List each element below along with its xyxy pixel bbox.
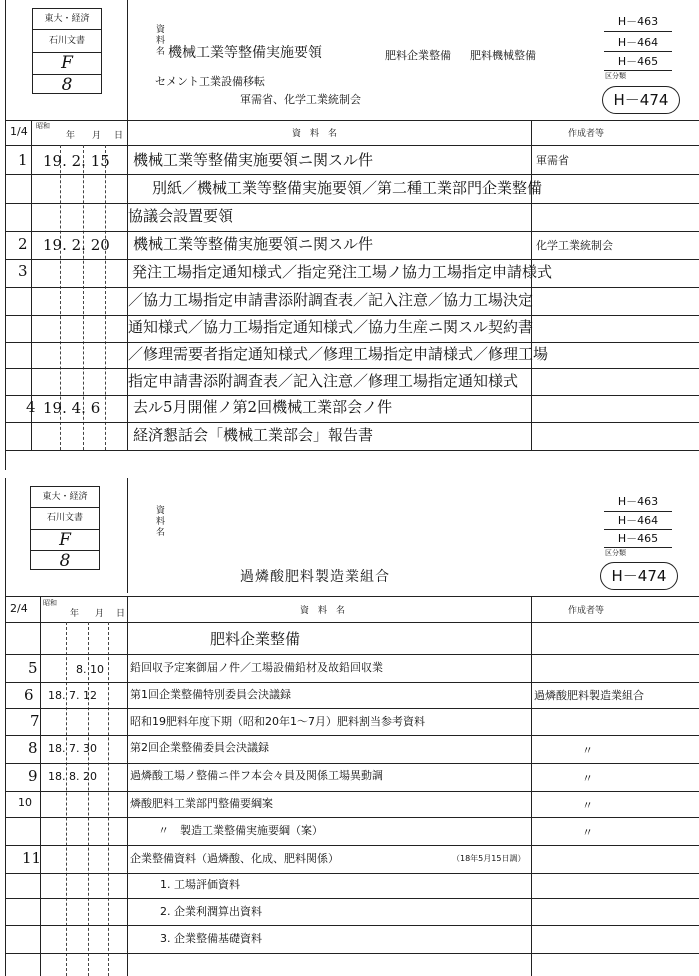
row-author: 〃	[582, 744, 593, 757]
row-title: 1. 工場評価資料	[160, 878, 240, 891]
row-author: 〃	[582, 826, 593, 839]
header-label-1: 資	[156, 25, 166, 35]
row-title: 〃 製造工業整備実施要綱（案）	[158, 824, 323, 837]
row-date: 18. 7. 12	[48, 689, 97, 702]
code-label: 区分類	[605, 549, 626, 557]
row-title: 昭和19肥料年度下期（昭和20年1〜7月）肥料割当参考資料	[130, 715, 425, 728]
row-title: 肥料企業整備	[210, 630, 301, 648]
row-date: 19. 2. 15	[43, 152, 110, 170]
code-1: H－463	[617, 15, 659, 28]
top-title-line3: 軍需省、化学工業統制会	[240, 93, 361, 106]
col-title: 資 料 名	[292, 129, 338, 139]
header-label-2: 料	[156, 36, 166, 46]
row-author: 軍需省	[536, 154, 569, 167]
stamp-line1: 東大・経済	[42, 492, 88, 502]
col-author: 作成者等	[568, 606, 605, 616]
row-title: 3. 企業整備基礎資料	[160, 932, 262, 945]
bottom-card-header-divider	[127, 478, 128, 593]
top-title-line1: 機械工業等整備実施要領	[168, 45, 322, 61]
row-title: 過燐酸工場ノ整備ニ伴フ本会々員及関係工場異動調	[130, 769, 383, 782]
row-title: ／修理需要者指定通知様式／修理工場指定申請様式／修理工場	[128, 345, 549, 363]
bottom-stamp	[30, 486, 100, 570]
row-title: 燐酸肥料工業部門整備要綱案	[130, 797, 273, 810]
row-date: 19. 4. 6	[43, 399, 101, 417]
row-title: 指定申請書添附調査表／記入注意／修理工場指定通知様式	[128, 372, 519, 390]
header-label-3: 名	[156, 528, 166, 538]
row-title: 鉛回収予定案御届ノ件／工場設備鉛材及故鉛回収業	[130, 661, 383, 674]
classification-value: H－474	[611, 567, 667, 585]
row-author: 化学工業統制会	[536, 239, 613, 252]
classification-value: H－474	[613, 91, 669, 109]
stamp-line1: 東大・経済	[44, 14, 90, 24]
row-date: 8. 10	[76, 663, 104, 676]
top-title-extra2: 肥料機械整備	[470, 49, 536, 62]
col-date-b: 年	[70, 609, 80, 619]
stamp-letter: F	[61, 53, 73, 73]
row-date: 18. 8. 20	[48, 770, 97, 783]
bottom-card-left-border	[5, 478, 6, 976]
col-title: 資 料 名	[300, 606, 346, 616]
top-title-line2: セメント工業設備移転	[155, 75, 265, 88]
row-title: 第1回企業整備特別委員会決議録	[130, 688, 291, 701]
col-date-c: 月	[95, 609, 105, 619]
row-title: 経済懇話会「機械工業部会」報告書	[133, 426, 374, 444]
stamp-line2: 石川文書	[46, 513, 83, 523]
header-label-1: 資	[156, 506, 166, 516]
top-title-extra1: 肥料企業整備	[385, 49, 451, 62]
col-date-d: 日	[114, 131, 124, 141]
classification-oval	[602, 86, 680, 114]
classification-oval	[600, 562, 678, 590]
row-title: 機械工業等整備実施要領ニ関スル件	[133, 235, 374, 253]
code-1: H－463	[617, 495, 659, 508]
code-label: 区分類	[605, 72, 626, 80]
col-author: 作成者等	[568, 129, 605, 139]
stamp-number: 8	[61, 75, 73, 95]
col-date-d: 日	[116, 609, 126, 619]
top-card-header-divider	[127, 0, 128, 120]
page-indicator: 1/4	[10, 125, 28, 138]
row-number: 11	[22, 849, 42, 867]
row-author: 〃	[582, 799, 593, 812]
page-indicator: 2/4	[10, 602, 28, 615]
stamp-letter: F	[59, 530, 71, 550]
row-date: 19. 2. 20	[43, 236, 110, 254]
row-number: 5	[28, 659, 38, 677]
row-title: 去ル5月開催ノ第2回機械工業部会ノ件	[133, 398, 393, 416]
col-date-b: 年	[66, 131, 76, 141]
col-date-a: 昭和	[36, 122, 50, 130]
row-number: 6	[24, 686, 34, 704]
row-author: 〃	[582, 772, 593, 785]
row-number: 2	[18, 235, 28, 253]
header-label-2: 料	[156, 517, 166, 527]
row-title: 協議会設置要領	[128, 207, 234, 225]
code-3: H－465	[617, 55, 659, 68]
code-3: H－465	[617, 532, 659, 545]
top-card-left-border	[5, 0, 6, 470]
row-title: 通知様式／協力工場指定通知様式／協力生産ニ関スル契約書	[128, 318, 534, 336]
row-number: 1	[18, 151, 28, 169]
row-number: 8	[28, 739, 38, 757]
row-title: 発注工場指定通知様式／指定発注工場ノ協力工場指定申請様式	[132, 263, 553, 281]
row-number: 4	[26, 398, 36, 416]
stamp-line2: 石川文書	[48, 36, 85, 46]
top-stamp	[32, 8, 102, 94]
row-number: 9	[28, 767, 38, 785]
row-number: 10	[18, 796, 32, 809]
row-date: 18. 7. 30	[48, 742, 97, 755]
col-date-c: 月	[92, 131, 102, 141]
code-2: H－464	[617, 514, 659, 527]
row-title: 企業整備資料（過燐酸、化成、肥料関係）	[130, 852, 339, 865]
row-author: 過燐酸肥料製造業組合	[534, 689, 644, 702]
row-note: （18年5月15日調）	[452, 854, 526, 863]
header-label-3: 名	[156, 47, 166, 57]
row-title: 別紙／機械工業等整備実施要領／第二種工業部門企業整備	[152, 179, 543, 197]
row-number: 3	[18, 262, 28, 280]
row-title: 第2回企業整備委員会決議録	[130, 741, 269, 754]
code-2: H－464	[617, 36, 659, 49]
stamp-number: 8	[59, 551, 71, 571]
row-number: 7	[30, 712, 40, 730]
row-title: 2. 企業利潤算出資料	[160, 905, 262, 918]
row-title: ／協力工場指定申請書添附調査表／記入注意／協力工場決定	[128, 291, 534, 309]
bottom-title: 過燐酸肥料製造業組合	[240, 569, 390, 585]
row-title: 機械工業等整備実施要領ニ関スル件	[133, 151, 374, 169]
col-date-a: 昭和	[43, 599, 57, 607]
